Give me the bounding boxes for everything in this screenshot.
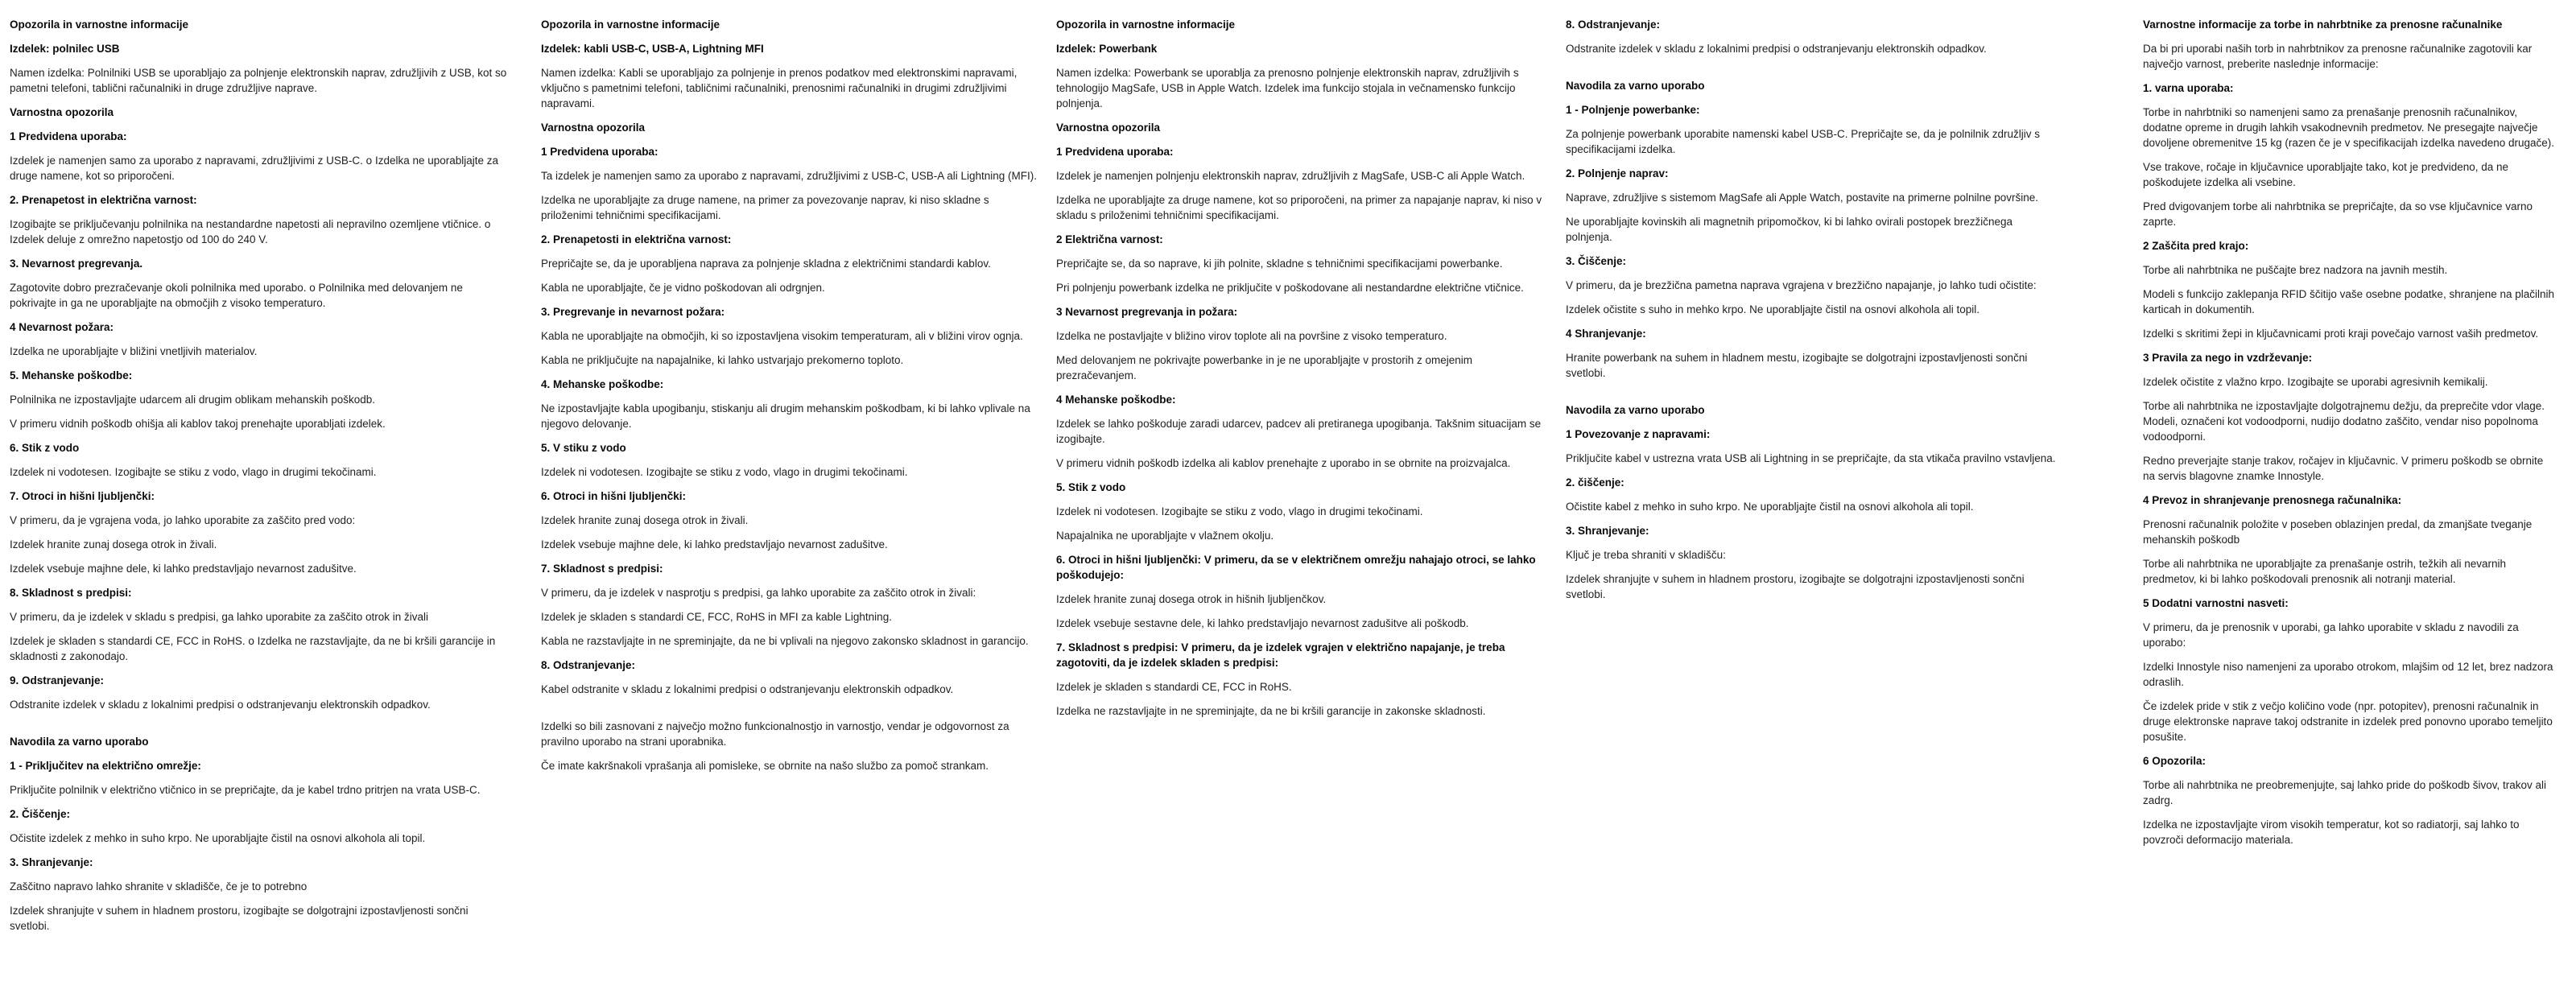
section-heading: 4. Mehanske poškodbe: [541, 378, 664, 390]
paragraph: Kabla ne priključujte na napajalnike, ki lahko ustvarjajo prekomerno toploto. [541, 354, 904, 366]
paragraph: Izdelki s skritimi žepi in ključavnicami proti kraji povečajo varnost vaših predmetov. [2143, 328, 2539, 340]
paragraph: Torbe ali nahrbtnika ne izpostavljajte dolgotrajnemu dežju, da preprečite vdor vlage. Modeli, označeni kot vodoodporni, nudijo dodatno zaščito, vendar niso popolnoma vodoodporni. [2143, 400, 2545, 443]
paragraph: Izogibajte se priključevanju polnilnika na nestandardne napetosti ali nepravilno ozemljene vtičnice. o Izdelek deluje z omrežno napetostjo od 100 do 240 V. [10, 218, 491, 245]
paragraph: Torbe ali nahrbtnika ne uporabljajte za prenašanje ostrih, težkih ali nevarnih predmetov, ki bi lahko poškodovali prenosnik ali notranji material. [2143, 558, 2507, 585]
section-heading: 5 Dodatni varnostni nasveti: [2143, 597, 2289, 609]
section-heading: 2. čiščenje: [1566, 476, 1624, 489]
section-heading: 2. Prenapetost in električna varnost: [10, 194, 197, 206]
paragraph: Da bi pri uporabi naših torb in nahrbtnikov za prenosne računalnike zagotovili kar največjo varnost, preberite naslednje informacije: [2143, 43, 2533, 70]
section-heading: 1 Predvidena uporaba: [1056, 146, 1174, 158]
section-heading: Navodila za varno uporabo [1566, 80, 1705, 92]
paragraph: Torbe in nahrbtniki so namenjeni samo za prenašanje prenosnih računalnikov, dodatne opreme in drugih lahkih vsakodnevnih predmetov. Ne presegajte največje dovoljene obremenitve 15 kg (razen če je v specifikacijah izdelka navedeno drugače). [2143, 106, 2555, 149]
section-heading: 1 - Polnjenje powerbanke: [1566, 104, 1700, 116]
section-heading: 6 Opozorila: [2143, 755, 2207, 767]
paragraph: Zagotovite dobro prezračevanje okoli polnilnika med uporabo. o Polnilnika med delovanjem ne pokrivajte in ga ne uporabljajte na območjih z visoko temperaturo. [10, 282, 463, 309]
paragraph: Izdelek se lahko poškoduje zaradi udarcev, padcev ali pretiranega upogibanja. Takšnim situacijam se izogibajte. [1056, 418, 1542, 445]
column-powerbank-safety [1056, 17, 1544, 728]
paragraph: Modeli s funkcijo zaklepanja RFID ščitijo vaše osebne podatke, shranjene na plačilnih karticah in dokumentih. [2143, 288, 2555, 315]
section-heading: 1 Predvidena uporaba: [10, 130, 127, 142]
section-heading: Varnostne informacije za torbe in nahrbtnike za prenosne računalnike [2143, 19, 2503, 31]
paragraph: Izdelka ne uporabljajte za druge namene, kot so priporočeni, na primer za napajanje naprav, ki niso v skladu s priloženimi tehničnimi specifikacijami. [1056, 194, 1542, 221]
paragraph: Namen izdelka: Polnilniki USB se uporabljajo za polnjenje elektronskih naprav, združljivih z USB, kot so pametni telefoni, tablični računalniki in druge združljive naprave. [10, 67, 507, 94]
section-heading: Izdelek: Powerbank [1056, 43, 1158, 55]
paragraph: Zaščitno napravo lahko shranite v skladišče, če je to potrebno [10, 880, 308, 893]
section-heading: 3. Shranjevanje: [1566, 525, 1649, 537]
section-heading: 1 Povezovanje z napravami: [1566, 428, 1711, 440]
paragraph: Izdelek je skladen s standardi CE, FCC, RoHS in MFI za kable Lightning. [541, 611, 892, 623]
paragraph: Napajalnika ne uporabljajte v vlažnem okolju. [1056, 530, 1274, 542]
column-usb-charger-safety [10, 17, 510, 942]
paragraph: Izdelek očistite z vlažno krpo. Izogibajte se uporabi agresivnih kemikalij. [2143, 376, 2488, 388]
paragraph: Izdelek shranjujte v suhem in hladnem prostoru, izogibajte se dolgotrajni izpostavljenosti sončni svetlobi. [10, 905, 469, 932]
column-powerbank-usage-and-cable-usage [1566, 17, 2062, 611]
paragraph: Prepričajte se, da so naprave, ki jih polnite, skladne s tehničnimi specifikacijami powerbanke. [1056, 258, 1503, 270]
paragraph: Izdelek hranite zunaj dosega otrok in hišnih ljubljenčkov. [1056, 593, 1327, 605]
paragraph: Izdelek je namenjen samo za uporabo z napravami, združljivimi z USB-C. o Izdelka ne uporabljajte za druge namene, kot so priporočeni. [10, 155, 499, 182]
section-heading: 7. Skladnost s predpisi: [541, 563, 663, 575]
section-heading: 5. Stik z vodo [1056, 481, 1126, 493]
paragraph: Izdelek hranite zunaj dosega otrok in živali. [541, 514, 749, 526]
paragraph: Očistite izdelek z mehko in suho krpo. Ne uporabljajte čistil na osnovi alkohola ali topil. [10, 832, 426, 844]
column-laptop-bags-safety [2143, 17, 2555, 856]
paragraph: Očistite kabel z mehko in suho krpo. Ne uporabljajte čistil na osnovi alkohola ali topil. [1566, 501, 1974, 513]
paragraph: Redno preverjajte stanje trakov, ročajev in ključavnic. V primeru poškodb se obrnite na servis blagovne znamke Innostyle. [2143, 455, 2544, 482]
paragraph: Izdelka ne razstavljajte in ne spreminjajte, da ne bi kršili garancije in zakonske skladnosti. [1056, 705, 1486, 717]
paragraph: Prenosni računalnik položite v poseben oblazinjen predal, da zmanjšate tveganje mehanskih poškodb [2143, 518, 2533, 546]
paragraph: Izdelki Innostyle niso namenjeni za uporabo otrokom, mlajšim od 12 let, brez nadzora odraslih. [2143, 661, 2553, 688]
paragraph: Izdelek ni vodotesen. Izogibajte se stiku z vodo, vlago in drugimi tekočinami. [541, 466, 908, 478]
section-heading: 1. varna uporaba: [2143, 82, 2234, 94]
paragraph: Če imate kakršnakoli vprašanja ali pomisleke, se obrnite na našo službo za pomoč strankam. [541, 760, 989, 772]
section-heading: Navodila za varno uporabo [1566, 404, 1705, 416]
section-heading: 7. Skladnost s predpisi: V primeru, da je izdelek vgrajen v električno napajanje, je treba zagotoviti, da je izdelek skladen s predpisi: [1056, 641, 1505, 669]
paragraph: Izdelka ne izpostavljajte virom visokih temperatur, kot so radiatorji, saj lahko to povzroči deformacijo materiala. [2143, 818, 2520, 846]
paragraph: Kabla ne uporabljajte, če je vidno poškodovan ali odrgnjen. [541, 282, 825, 294]
paragraph: Izdelek vsebuje majhne dele, ki lahko predstavljajo nevarnost zadušitve. [541, 538, 888, 550]
paragraph: Hranite powerbank na suhem in hladnem mestu, izogibajte se dolgotrajni izpostavljenosti sončni svetlobi. [1566, 352, 2028, 379]
section-heading: Opozorila in varnostne informacije [541, 19, 720, 31]
section-heading: 4 Nevarnost požara: [10, 321, 114, 333]
paragraph: Polnilnika ne izpostavljajte udarcem ali drugim oblikam mehanskih poškodb. [10, 394, 375, 406]
section-heading: 1 - Priključitev na električno omrežje: [10, 760, 201, 772]
section-heading: 3. Pregrevanje in nevarnost požara: [541, 306, 725, 318]
section-heading: 2 Zaščita pred krajo: [2143, 240, 2249, 252]
paragraph: Izdelek hranite zunaj dosega otrok in živali. [10, 538, 217, 550]
section-heading: 7. Otroci in hišni ljubljenčki: [10, 490, 155, 502]
paragraph: Kabla ne uporabljajte na območjih, ki so izpostavljena visokim temperaturam, ali v bližini virov ognja. [541, 330, 1023, 342]
paragraph: V primeru, da je prenosnik v uporabi, ga lahko uporabite v skladu z navodili za uporabo: [2143, 621, 2519, 649]
section-heading: 3 Nevarnost pregrevanja in požara: [1056, 306, 1238, 318]
paragraph: Vse trakove, ročaje in ključavnice uporabljajte tako, kot je predvideno, da ne poškodujete izdelka ali vsebine. [2143, 161, 2509, 188]
paragraph: Prepričajte se, da je uporabljena naprava za polnjenje skladna z električnimi standardi kablov. [541, 258, 991, 270]
section-heading: 2. Prenapetosti in električna varnost: [541, 233, 732, 245]
paragraph: Izdelek vsebuje sestavne dele, ki lahko predstavljajo nevarnost zadušitve ali poškodb. [1056, 617, 1469, 629]
paragraph: Izdelka ne postavljajte v bližino virov toplote ali na površine z visoko temperaturo. [1056, 330, 1447, 342]
section-heading: 5. V stiku z vodo [541, 442, 626, 454]
paragraph: V primeru, da je vgrajena voda, jo lahko uporabite za zaščito pred vodo: [10, 514, 356, 526]
paragraph: Izdelek shranjujte v suhem in hladnem prostoru, izogibajte se dolgotrajni izpostavljenosti sončni svetlobi. [1566, 573, 2025, 600]
paragraph: Izdelek očistite s suho in mehko krpo. Ne uporabljajte čistil na osnovi alkohola ali topil. [1566, 303, 1980, 315]
section-heading: Izdelek: kabli USB-C, USB-A, Lightning MFI [541, 43, 764, 55]
section-heading: Opozorila in varnostne informacije [1056, 19, 1236, 31]
paragraph: V primeru, da je brezžična pametna naprava vgrajena v brezžično napajanje, jo lahko tudi očistite: [1566, 279, 2037, 291]
section-heading: 1 Predvidena uporaba: [541, 146, 658, 158]
section-heading: Varnostna opozorila [10, 106, 114, 118]
section-heading: 4 Shranjevanje: [1566, 328, 1646, 340]
section-heading: Izdelek: polnilec USB [10, 43, 120, 55]
section-heading: Varnostna opozorila [1056, 122, 1161, 134]
paragraph: Odstranite izdelek v skladu z lokalnimi predpisi o odstranjevanju elektronskih odpadkov. [10, 699, 431, 711]
paragraph: Ta izdelek je namenjen samo za uporabo z napravami, združljivimi z USB-C, USB-A ali Lightning (MFI). [541, 170, 1037, 182]
paragraph: V primeru vidnih poškodb ohišja ali kablov takoj prenehajte uporabljati izdelek. [10, 418, 386, 430]
section-heading: 6. Stik z vodo [10, 442, 80, 454]
paragraph: Torbe ali nahrbtnika ne puščajte brez nadzora na javnih mestih. [2143, 264, 2448, 276]
paragraph: Pri polnjenju powerbank izdelka ne priključite v poškodovane ali nestandardne električne vtičnice. [1056, 282, 1524, 294]
paragraph: Kabel odstranite v skladu z lokalnimi predpisi o odstranjevanju elektronskih odpadkov. [541, 683, 954, 695]
paragraph: Odstranite izdelek v skladu z lokalnimi predpisi o odstranjevanju elektronskih odpadkov. [1566, 43, 1987, 55]
paragraph: Izdelek je skladen s standardi CE, FCC in RoHS. o Izdelka ne razstavljajte, da ne bi kršili garancije in skladnosti z zakonodajo. [10, 635, 496, 662]
section-heading: 2. Čiščenje: [10, 808, 71, 820]
section-heading: 4 Mehanske poškodbe: [1056, 394, 1176, 406]
paragraph: Naprave, združljive s sistemom MagSafe ali Apple Watch, postavite na primerne polnilne površine. [1566, 192, 2039, 204]
section-heading: 3. Čiščenje: [1566, 255, 1627, 267]
section-heading: 8. Odstranjevanje: [1566, 19, 1661, 31]
section-heading: 4 Prevoz in shranjevanje prenosnega računalnika: [2143, 494, 2402, 506]
paragraph: Ne izpostavljajte kabla upogibanju, stiskanju ali drugim mehanskim poškodbam, ki bi lahko vplivale na njegovo delovanje. [541, 402, 1030, 430]
paragraph: Izdelek vsebuje majhne dele, ki lahko predstavljajo nevarnost zadušitve. [10, 563, 357, 575]
section-heading: Opozorila in varnostne informacije [10, 19, 189, 31]
section-heading: 3. Nevarnost pregrevanja. [10, 258, 143, 270]
paragraph: Kabla ne razstavljajte in ne spreminjajte, da ne bi vplivali na njegovo zakonsko skladnost in garancijo. [541, 635, 1029, 647]
paragraph: Namen izdelka: Powerbank se uporablja za prenosno polnjenje elektronskih naprav, združljivih s tehnologijo MagSafe, USB in Apple Watch. Izdelek ima funkcijo stojala in večnamensko funkcijo polnjenja. [1056, 67, 1519, 109]
section-heading: 3 Pravila za nego in vzdrževanje: [2143, 352, 2313, 364]
section-heading: 2 Električna varnost: [1056, 233, 1163, 245]
section-heading: 8. Odstranjevanje: [541, 659, 636, 671]
paragraph: Izdelka ne uporabljajte v bližini vnetljivih materialov. [10, 345, 258, 357]
paragraph: Izdelka ne uporabljajte za druge namene, na primer za povezovanje naprav, ki niso skladne s priloženimi tehničnimi specifikacijami. [541, 194, 989, 221]
paragraph: Namen izdelka: Kabli se uporabljajo za polnjenje in prenos podatkov med elektronskimi napravami, vključno s pametnimi telefoni, tabličnimi računalniki, prenosnimi računalniki in drugimi združljivimi napravami. [541, 67, 1018, 109]
column-cables-safety [541, 17, 1040, 782]
paragraph: Izdelek ni vodotesen. Izogibajte se stiku z vodo, vlago in drugimi tekočinami. [10, 466, 377, 478]
paragraph: Za polnjenje powerbank uporabite namenski kabel USB-C. Prepričajte se, da je polnilnik združljiv s specifikacijami izdelka. [1566, 128, 2041, 155]
paragraph: Izdelek je skladen s standardi CE, FCC in RoHS. [1056, 681, 1292, 693]
section-heading: 6. Otroci in hišni ljubljenčki: [541, 490, 687, 502]
section-heading: Navodila za varno uporabo [10, 736, 149, 748]
paragraph: V primeru vidnih poškodb izdelka ali kablov prenehajte z uporabo in se obrnite na proizvajalca. [1056, 457, 1511, 469]
section-heading: 5. Mehanske poškodbe: [10, 369, 133, 381]
section-heading: 9. Odstranjevanje: [10, 674, 105, 686]
paragraph: Priključite kabel v ustrezna vrata USB ali Lightning in se prepričajte, da sta vtikača pravilno vstavljena. [1566, 452, 2056, 464]
section-heading: 6. Otroci in hišni ljubljenčki: V primeru, da se v električnem omrežju nahajajo otroci, se lahko poškodujejo: [1056, 554, 1536, 581]
paragraph: Torbe ali nahrbtnika ne preobremenjujte, saj lahko pride do poškodb šivov, trakov ali zadrg. [2143, 779, 2547, 806]
paragraph: Izdelek ni vodotesen. Izogibajte se stiku z vodo, vlago in drugimi tekočinami. [1056, 505, 1423, 517]
paragraph: Izdelek je namenjen polnjenju elektronskih naprav, združljivih z MagSafe, USB-C ali Apple Watch. [1056, 170, 1525, 182]
section-heading: 8. Skladnost s predpisi: [10, 587, 132, 599]
paragraph: Pred dvigovanjem torbe ali nahrbtnika se prepričajte, da so vse ključavnice varno zaprte. [2143, 200, 2533, 228]
paragraph: V primeru, da je izdelek v skladu s predpisi, ga lahko uporabite za zaščito otrok in živali [10, 611, 429, 623]
paragraph: Med delovanjem ne pokrivajte powerbanke in je ne uporabljajte v prostorih z omejenim prezračevanjem. [1056, 354, 1473, 381]
paragraph: Priključite polnilnik v električno vtičnico in se prepričajte, da je kabel trdno pritrjen na vrata USB-C. [10, 784, 481, 796]
section-heading: 2. Polnjenje naprav: [1566, 167, 1669, 179]
section-heading: 3. Shranjevanje: [10, 856, 93, 868]
section-heading: Varnostna opozorila [541, 122, 646, 134]
paragraph: Če izdelek pride v stik z večjo količino vode (npr. potopitev), prenosni računalnik in druge elektronske naprave takoj odstranite in izdelek pred ponovno uporabo temeljito posušite. [2143, 700, 2553, 743]
paragraph: V primeru, da je izdelek v nasprotju s predpisi, ga lahko uporabite za zaščito otrok in živali: [541, 587, 976, 599]
paragraph: Ne uporabljajte kovinskih ali magnetnih pripomočkov, ki bi lahko ovirali postopek brezžičnega polnjenja. [1566, 216, 2013, 243]
paragraph: Ključ je treba shraniti v skladišču: [1566, 549, 1726, 561]
paragraph: Izdelki so bili zasnovani z največjo možno funkcionalnostjo in varnostjo, vendar je odgovornost za pravilno uporabo na strani uporabnika. [541, 720, 1009, 748]
